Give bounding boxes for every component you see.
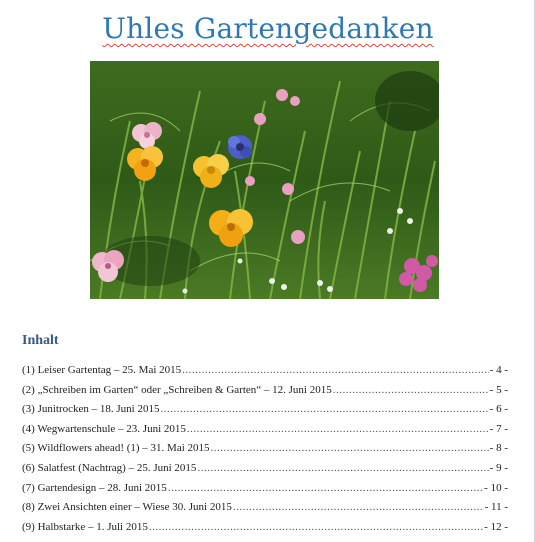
table-of-contents [22, 364, 508, 540]
toc-dot-leader [197, 462, 488, 474]
toc-entry[interactable] [22, 482, 508, 502]
toc-dot-leader [211, 442, 489, 454]
toc-entry-page[interactable]: - 11 - [484, 501, 508, 514]
toc-entry[interactable] [22, 521, 508, 541]
toc-entry-title[interactable]: (4) Wegwartenschule – 23. Juni 2015 [22, 422, 186, 435]
toc-entry-title[interactable]: (8) Zwei Ansichten einer – Wiese 30. Juni 2015 [22, 501, 232, 514]
toc-entry-page[interactable]: - 5 - [489, 383, 508, 396]
toc-entry[interactable] [22, 462, 508, 482]
document-title-text[interactable]: Uhles Gartengedanken [102, 12, 434, 45]
toc-entry-page[interactable]: - 6 - [489, 403, 508, 416]
toc-entry-title[interactable]: (3) Junitrocken – 18. Juni 2015 [22, 403, 160, 416]
toc-entry-page[interactable]: - 9 - [489, 461, 508, 474]
toc-entry[interactable] [22, 423, 508, 443]
toc-dot-leader [182, 364, 489, 376]
toc-entry[interactable] [22, 501, 508, 521]
toc-entry-page[interactable]: - 4 - [489, 364, 508, 376]
toc-dot-leader [233, 501, 484, 513]
toc-entry-page[interactable]: - 10 - [484, 481, 508, 494]
toc-entry-title[interactable]: (5) Wildflowers ahead! (1) – 31. Mai 2015 [22, 442, 210, 455]
toc-entry[interactable] [22, 384, 508, 404]
toc-dot-leader [168, 482, 483, 494]
toc-dot-leader [333, 384, 489, 396]
toc-entry-title[interactable]: (2) „Schreiben im Garten“ oder „Schreiben & Garten“ – 12. Juni 2015 [22, 383, 332, 396]
toc-entry-page[interactable]: - 8 - [489, 442, 508, 455]
toc-entry[interactable] [22, 403, 508, 423]
document-title[interactable] [0, 12, 536, 45]
toc-entry-title[interactable]: (9) Halbstarke – 1. Juli 2015 [22, 520, 148, 533]
toc-dot-leader [160, 403, 488, 415]
toc-entry-title[interactable]: (7) Gartendesign – 28. Juni 2015 [22, 481, 167, 494]
toc-heading[interactable]: Inhalt [22, 333, 59, 348]
wildflower-photo-illustration [90, 61, 439, 299]
toc-entry[interactable] [22, 364, 508, 384]
toc-dot-leader [187, 423, 489, 435]
wildflower-photo[interactable] [90, 61, 439, 299]
toc-entry-title[interactable]: (1) Leiser Gartentag – 25. Mai 2015 [22, 364, 182, 376]
toc-dot-leader [149, 521, 483, 533]
toc-entry-page[interactable]: - 7 - [489, 422, 508, 435]
toc-entry[interactable] [22, 442, 508, 462]
toc-entry-page[interactable]: - 12 - [484, 520, 508, 533]
toc-entry-title[interactable]: (6) Salatfest (Nachtrag) – 25. Juni 2015 [22, 461, 197, 474]
